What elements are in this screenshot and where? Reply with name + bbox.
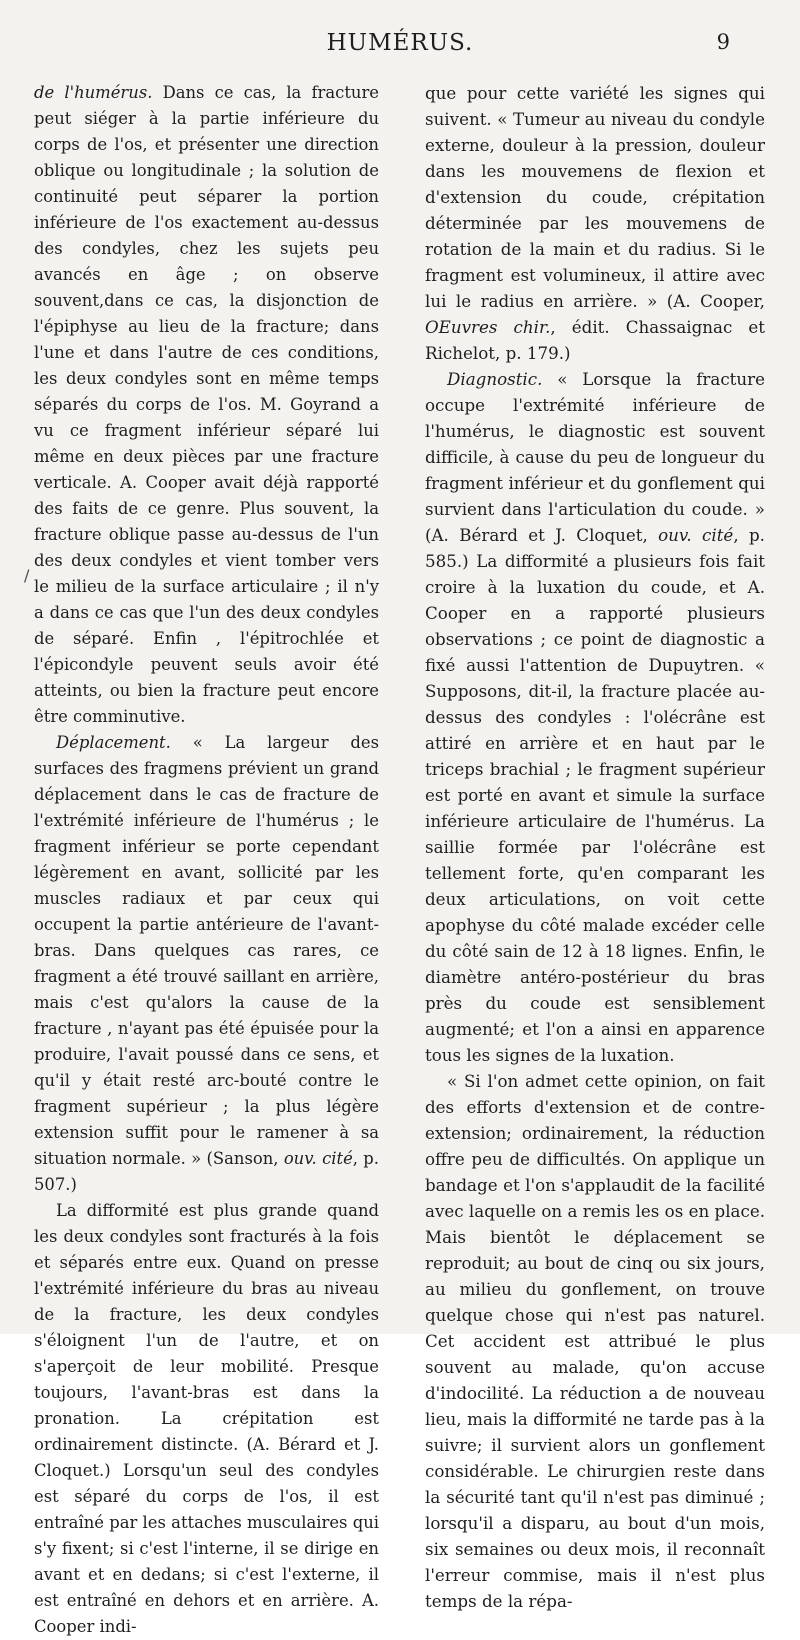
paragraph-diagnostic-text-b: , p. 585.) La difformité a plusieurs fois fait croire à la luxation du coude, et A. Cooper en a rapporté plusieurs observations ; ce point de diagnostic a fixé aussi l'attention de Dupuytren. « Supposons, dit-il, la fracture placée au-dessus des condyles : l'olécrâne est attiré en arrière et en haut par le triceps brachial ; le fragment supérieur est porté en avant et simule la surface inférieure articulaire de l'humérus. La saillie formée par l'olécrâne est tellement forte, qu'en comparant les deux articulations, on voit cette apophyse du côté malade excéder celle du côté sain de 12 à 18 lignes. Enfin, le diamètre antéro-postérieur du bras près du coude est sensiblement augmenté; et l'on a ainsi en apparence tous les signes de la luxation. xyxy=(425,525,765,1065)
right-column xyxy=(425,80,765,1614)
paragraph-1-lead: de l'humérus. xyxy=(34,83,153,102)
citation-page: , p. 507.) xyxy=(34,1149,380,1194)
paragraph-1-text: Dans ce cas, la fracture peut siéger à la partie inférieure du corps de l'os, et présenter une direction oblique ou longitudinale ; la solution de continuité peut séparer la portion inférieure de l'os exactement au-dessus des condyles, chez les sujets peu avancés en âge ; on observe souvent,dans ce cas, la disjonction de l'épiphyse au lieu de la fracture; dans l'une et dans l'autre de ces conditions, les deux condyles sont en même temps séparés du corps de l'os. M. Goyrand a vu ce fragment inférieur séparé lui même en deux pièces par une fracture verticale. A. Cooper avait déjà rapporté des faits de ce genre. Plus souvent, la fracture oblique passe au-dessus de l'un des deux condyles et vient tomber vers le milieu de la surface articulaire ; il n'y a dans ce cas que l'un des deux condyles de séparé. Enfin , l'épitrochlée et l'épicondyle peuvent seuls avoir été atteints, ou bien la fracture peut encore être comminutive. xyxy=(34,83,379,726)
paragraph-continued xyxy=(425,80,765,366)
paragraph-deplacement-text: « La largeur des surfaces des fragmens prévient un grand déplacement dans le cas de fracture de l'extrémité inférieure de l'humérus ; le fragment inférieur se porte cependant légèrement en avant, sollicité par les muscles radiaux et par ceux qui occupent la partie antérieure de l'avant-bras. Dans quelques cas rares, ce fragment a été trouvé saillant en arrière, mais c'est qu'alors la cause de la fracture , n'ayant pas été épuisée pour la produire, l'avait poussé dans ce sens, et qu'il y était resté arc-bouté contre le fragment supérieur ; la plus légère extension suffit pour le ramener à sa situation normale. » (Sanson, xyxy=(34,733,379,1168)
paragraph-1 xyxy=(34,80,379,730)
running-head: HUMÉRUS. xyxy=(326,30,474,56)
left-column xyxy=(34,80,379,1640)
heading-deplacement: Déplacement. xyxy=(56,733,171,752)
citation-ouv-cite: ouv. cité xyxy=(283,1149,353,1168)
citation-oeuvres: OEuvres chir. xyxy=(425,317,551,337)
paragraph-diagnostic xyxy=(425,366,765,1068)
paragraph-diagnostic-text-a: « Lorsque la fracture occupe l'extrémité inférieure de l'humérus, le diagnostic est souvent difficile, à cause du peu de longueur du fragment inférieur et du gonflement qui survient dans l'articulation du coude. » (A. Bérard et J. Cloquet, xyxy=(425,369,765,545)
margin-mark: / xyxy=(24,566,30,585)
paragraph-continued-text-b: , édit. Chassaignac et Richelot, p. 179.) xyxy=(425,317,765,363)
paragraph-reduction: « Si l'on admet cette opinion, on fait des efforts d'extension et de contre-extension; ordinairement, la réduction offre peu de difficultés. On applique un bandage et l'on s'applaudit de la facilité avec laquelle on a remis les os en place. Mais bientôt le déplacement se reproduit; au bout de cinq ou six jours, au milieu du gonflement, on trouve quelque chose qui n'est pas naturel. Cet accident est attribué le plus souvent au malade, qu'on accuse d'indocilité. La réduction a de nouveau lieu, mais la difformité ne tarde pas à la suivre; il survient alors un gonflement considérable. Le chirurgien reste dans la sécurité tant qu'il n'est pas diminué ; lorsqu'il a disparu, au bout d'un mois, six semaines ou deux mois, il reconnaît l'erreur commise, mais il n'est plus temps de la répa- xyxy=(425,1071,765,1611)
heading-diagnostic: Diagnostic. xyxy=(447,369,543,389)
paragraph-deplacement xyxy=(34,730,379,1198)
paragraph-difformite: La difformité est plus grande quand les deux condyles sont fracturés à la fois et séparés entre eux. Quand on presse l'extrémité inférieure du bras au niveau de la fracture, les deux condyles s'éloignent l'un de l'autre, et on s'aperçoit de leur mobilité. Presque toujours, l'avant-bras est dans la pronation. La crépitation est ordinairement distincte. (A. Bérard et J. Cloquet.) Lorsqu'un seul des condyles est séparé du corps de l'os, il est entraîné par les attaches musculaires qui s'y fixent; si c'est l'interne, il se dirige en avant et en dedans; si c'est l'externe, il est entraîné en dehors et en arrière. A. Cooper indi- xyxy=(34,1201,379,1636)
page-number: 9 xyxy=(716,30,730,54)
citation-ouv-cite-2: ouv. cité xyxy=(658,525,734,545)
paragraph-continued-text-a: que pour cette variété les signes qui suivent. « Tumeur au niveau du condyle externe, douleur à la pression, douleur dans les mouvemens de flexion et d'extension du coude, crépitation déterminée par les mouvemens de rotation de la main et du radius. Si le fragment est volumineux, il attire avec lui le radius en arrière. » (A. Cooper, xyxy=(425,83,765,311)
